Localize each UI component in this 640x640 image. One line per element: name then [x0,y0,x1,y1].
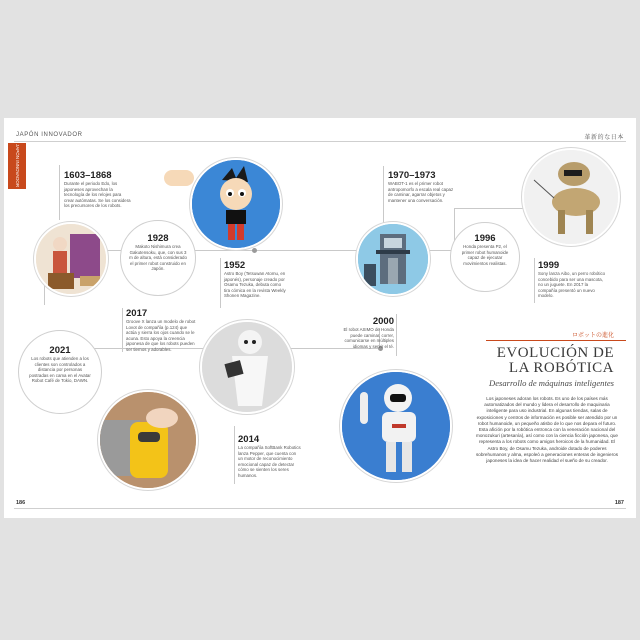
wabot-icon [358,224,428,294]
astro-boy-icon [192,160,280,248]
aibo-photo [522,148,620,246]
marker-1603 [59,165,60,220]
feature-subtitle: Desarrollo de máquinas inteligentes [489,378,614,388]
marker-2017 [122,308,123,352]
event-text: La compañía SoftBank Robotics lanza Pepper, que cuenta con un motor de reconocimiento emocional capaz de detectar cómo se sienten los seres humanos. [238,445,301,478]
pepper-photo [200,320,294,414]
event-year: 1970–1973 [388,170,436,181]
event-year: 2000 [372,316,394,327]
header-rule [14,141,626,142]
marker-2014 [234,426,235,484]
event-2000 [342,316,394,349]
edo-automaton-photo [34,222,108,296]
event-2021 [18,330,102,414]
astro-boy-arm [164,170,194,186]
event-text: WABOT-1 es el primer robot antropomorfo a escala real capaz de caminar, agarrar objetos y mantener una conversación. [388,181,454,203]
event-text: El robot ASIMO de Honda puede caminar, correr, comunicarse en múltiples idiomas y servir el té. [343,327,394,349]
event-year: 1999 [538,260,560,271]
event-1603 [64,170,132,209]
event-year: 1928 [147,233,169,244]
event-1996 [450,222,520,292]
event-1928 [120,220,196,296]
automaton-icon [36,224,106,294]
event-text: Los robots que atienden a los clientes son controlados a distancia por personas postradas en cama en el Avatar Robot Café de Tokio, DAWN. [29,356,91,383]
event-year: 2021 [49,345,71,356]
timeline-line-to-aibo [454,208,524,209]
pepper-robot-icon [202,322,292,412]
feature-body: Los japoneses adoran los robots. Es uno de los países más automatizados del mundo y lidera el desarrollo de maquinaria inteligente para uso industrial. En algunas tiendas, salas de exposiciones y centros de información es posible ser atendido por un robot humanoide, un pequeño atisbo de lo que nos depara el futuro. Esta afición por la robótica entronca con la veneración nacional del monozukuri (artesanía), así como con la ciencia ficción japonesa, que representa a los robots como amigos heroicos de la humanidad. El Astro Boy, de Osamu Tezuka, androide dotado de poderes sobrehumanos y alma, espoleó a generaciones enteras de ingenieros japoneses la idea de hacer realidad el sueño de su creador. [476,396,618,464]
book-spread [4,118,636,518]
feature-title-line1: EVOLUCIÓN DE [496,345,614,361]
avatar-robot-icon [100,392,196,488]
asimo-photo [340,370,452,482]
wabot-photo [356,222,430,296]
page-number-right: 187 [614,500,624,506]
event-text: Durante el periodo Edo, los japoneses aprovechan la tecnología de los relojes para crear autómatas. Se los considera los precursores de los robots. [64,181,131,208]
event-2017 [126,308,198,352]
event-year: 1952 [224,260,246,271]
avatar-cafe-photo [98,390,198,490]
marker-1999 [534,258,535,303]
event-text: Groove X lanza un modelo de robot Lovot de compañía (p.124) que actúa y sierra los ojos cuando se le acuna. Esto apoya la creencia japonesa de que los robots pueden ser tiernos y adorables. [126,319,196,352]
event-year: 2017 [126,308,148,319]
asimo-robot-icon [342,372,450,480]
event-2014 [238,434,302,478]
timeline-dot-1952 [252,248,257,253]
header-left-title: JAPÓN INNOVADOR [16,132,83,138]
event-text: Sony lanza Aibo, un perro robótico concebido para ser una mascota, no un juguete. En 2017 la compañía presentó un nuevo modelo. [538,271,606,298]
event-text: Astro Boy (Tetsuwan Atomu, en japonés), personaje creado por Osamu Tezuka, debuta como tira cómica en la revista Weekly Shonen Magazine. [224,271,286,298]
event-1952 [224,260,288,299]
aibo-dog-icon [524,150,618,244]
feature-title-line2: LA ROBÓTICA [508,360,614,376]
event-text: Makoto Nishimura crea Gakutensoku, que, con sus 3 m de altura, está considerado el primer robot construido en Japón. [129,244,187,271]
marker-1952 [220,258,221,308]
event-year: 2014 [238,434,260,445]
chapter-tab-label: JAPÓN INNOVADOR [15,144,20,188]
astro-boy-illustration [190,158,282,250]
event-year: 1996 [474,233,496,244]
feature-japanese-title: ロボットの進化 [571,333,614,339]
marker-1970 [383,166,384,226]
header-right-title: 革新的な日本 [584,135,624,141]
event-1999 [538,260,608,299]
event-1970 [388,170,458,203]
page-number-left: 186 [16,500,26,506]
event-text: Honda presenta P2, el primer robot humanoide capaz de ejecutar movimientos realistas. [461,244,509,266]
footer-rule [14,508,626,509]
feature-accent-rule [486,340,626,341]
marker-2000 [396,314,397,356]
event-year: 1603–1868 [64,170,112,181]
